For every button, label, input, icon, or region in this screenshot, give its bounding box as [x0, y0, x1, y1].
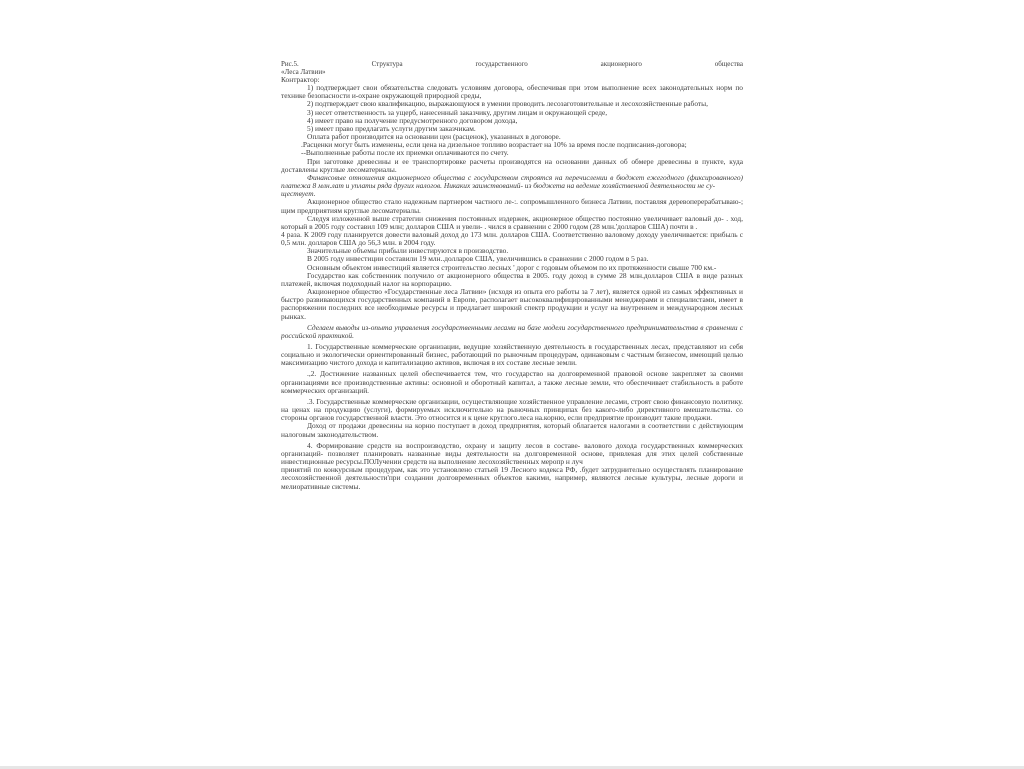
- paragraph-harvesting: При заготовке древесины и ее транспортировке расчеты производятся на основании данных об обмере древесины в пункте, куда доставлены круглые лесоматериалы.: [281, 156, 743, 174]
- paragraph-rates: .Расценки могут быть изменены, если цена на дизельное топливо возрастает на 10% за время после подписания-договора;: [301, 140, 687, 150]
- paragraph-contractor: Контрактор:: [281, 75, 320, 84]
- paragraph-conclusion-4: 4. Формирование средств на воспроизводство, охрану и защиту лесов в составе- валового дохода государственных коммерческих организаций- позволяет планировать названные виды деятельности на долговременной основе, привлекая для этих целей собственные инвестиционные ресурсы.ПОЛучении средств на выполнение лесохозяйственных меропр н луч: [281, 440, 743, 467]
- paragraph-payment: Оплата работ производится на основании цен (расценок), указанных в договоре.: [307, 132, 561, 142]
- paragraph-growth: 4 раза. К 2009 году планируется довести валовый доход до 173 млн. долларов США. Соответственно валовому доходу увеличивается: прибыль с 0,5 млн. долларов США до 56,3 млн. в 2004 году.: [281, 229, 743, 248]
- paragraph-conclusion-1: 1. Государственные коммерческие организации, ведущие хозяйственную деятельность в государственных лесах, представляют из себя социально и экологически ориентированный бизнес, работающий по рыночным процедурам, одинаковым с частным бизнесом, имеющий целью максимизацию чистого дохода и капитализацию активов, включая в их составе лесные земли.: [281, 342, 743, 368]
- paragraph-investments-2005: В 2005 году инвестиции составили 19 млн..долларов США, увеличившись в сравнении с 2000 годом в 5 раз.: [307, 254, 649, 264]
- caption-part-5: общества: [714, 60, 743, 68]
- paragraph-item-3: 3) несет ответственность за ущерб, нанесенный заказчику, другим лицам и окружающей среде,: [307, 107, 608, 117]
- paragraph-stumpage-income: Доход от продажи древесины на корню поступает в доход предприятия, который облагается налогами в соответствии с действующим налоговым законодательством.: [281, 421, 743, 439]
- paragraph-conclusion-2: .,2. Достижение названных целей обеспечивается тем, что государство на долговременной правовой основе закрепляет за своими организациями все производственные активы: основной и оборотный капитал, а также лесные земли, что обеспечивает стабильность в работе коммерческих организаций.: [281, 369, 743, 395]
- paragraph-invoice: --Выполненные работы после их приемки оплачиваются по счету.: [301, 148, 509, 158]
- caption-part-3: государственного: [475, 60, 528, 68]
- paragraph-conclusions-italic: Сделаем выводы из-опыта управления государственными лесами на базе модели государственного предпринимательства в сравнении с российской практикой.: [281, 322, 743, 340]
- document-page: [281, 60, 743, 710]
- paragraph-item-2: 2) подтверждает свою квалификацию, выражающуюся в умении проводить лесозаготовительные и лесохозяйственные работы,: [307, 99, 708, 109]
- paragraph-profit-invest: Значительные объемы прибыли инвестируются в производство.: [307, 246, 509, 256]
- caption-part-1: Рис.5.: [281, 60, 299, 68]
- paragraph-finance-italic: Финансовые отношения акционерного общества с государством строятся на перечислении в бюджет ежегодного (фиксированного) платежа 8 млн.лат и уплаты ряда других налогов. Никаких заимствований- из бюджета на ведение хозяйственной деятельности не су-: [281, 172, 743, 191]
- paragraph-item-1: 1) подтверждает свои обязательства следовать условиям договора, обеспечивая при этом выполнение всех законодательных норм по технике безопасности и-охране окружающей природной среды,: [281, 83, 743, 101]
- paragraph-conclusion-3: .3. Государственные коммерческие организации, осуществляющие хозяйственное управление лесами, строят свою финансовую политику. на ценах на продукцию (услуги), формируемых исключительно на рыночных принципах без какого-либо директивного вмешательства. со стороны органов государственной власти. Это относится и к цене круглого.леса на.корню, если предприятие производит такие продажи.: [281, 396, 743, 423]
- paragraph-company-profile: Акционерное общество «Государственные леса Латвии» (исходя из опыта его работы за 7 лет), является одной из самых эффективных и быстро развивающихся государственных компаний в Европе, располагает высококвалифицированными менеджерами и специалистами, имеет в распоряжении последних все необходимые ресурсы и предлагает широкий спектр продукции и услуг на внутреннем и международном лесных рынках.: [281, 287, 743, 321]
- paragraph-conclusion-4-cont: принятий по конкурсным процедурам, как это установлено статьей 19 Лесного кодекса РФ, .будет затруднительно осуществлять планирование лесохозяйственной деятельности'при создании долговременных объектов какими, например, являются лесные культуры, лесные дороги и мелиоративные системы.: [281, 465, 743, 491]
- caption-part-2: Структура: [371, 60, 403, 68]
- paragraph-strategy: Следуя изложенной выше стратегии снижения постоянных издержек, акционерное общество постоянно увеличивает валовый до- . ход, который в 2005 году составил 109 млн; долларов США и увели- . чился в сравнении с 2000 годом (28 млн.'долларов США) почти в .: [281, 213, 743, 231]
- paragraph-state-income: Государство как собственник получило от акционерного общества в 2005. году доход в сумме 28 млн.долларов США в виде разных платежей, включая подоходный налог на корпорацию.: [281, 270, 743, 288]
- paragraph-roads: Основным объектом инвестиций является строительство лесных ' дорог с годовым объемом по их протяженности свыше 700 км.-: [307, 262, 717, 272]
- paragraph-item-5: 5) имеет право предлагать услуги другим заказчикам.: [307, 123, 476, 133]
- paragraph-finance-italic-tail: ществует.: [281, 189, 316, 199]
- paragraph-item-4: 4) имеет право на получение предусмотренного договором дохода,: [307, 115, 518, 125]
- paragraph-partner: Акционерное общество стало надежным партнером частного ле-:. сопромышленного бизнеса Латвии, поставляя деревоперерабатываю-; щим предприятиям круглые лесоматериалы.: [281, 197, 743, 215]
- caption-tail: «Леса Латвии»: [281, 68, 326, 76]
- figure-caption: [281, 60, 743, 68]
- caption-part-4: акционерного: [600, 60, 642, 68]
